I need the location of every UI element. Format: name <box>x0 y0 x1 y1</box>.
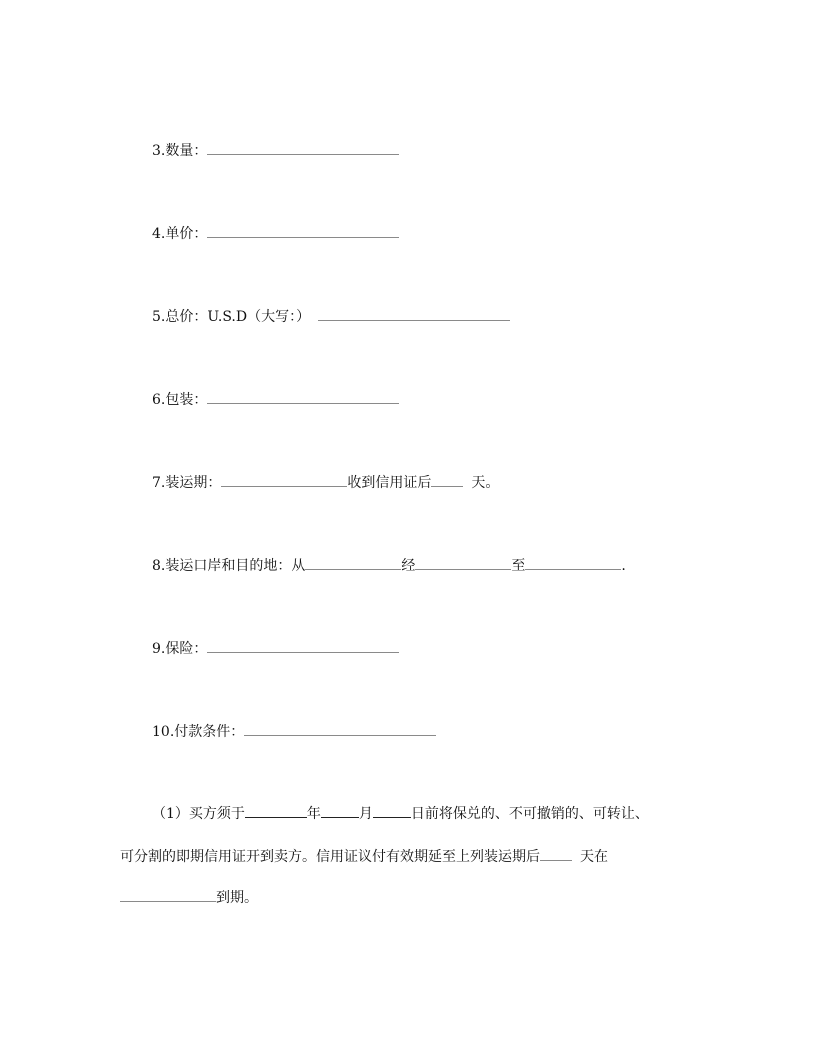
port-to-blank[interactable] <box>525 555 621 570</box>
packing-blank[interactable] <box>207 389 399 404</box>
clause-1-day-rest: 日前将保兑的、不可撤销的、可转让、 <box>410 806 649 822</box>
quantity-blank[interactable] <box>207 140 399 155</box>
clause-1-start: （1）买方须于 <box>152 806 245 822</box>
clause-1-line3-end: 到期。 <box>216 890 258 906</box>
shipment-days-blank[interactable] <box>431 472 463 487</box>
insurance-blank[interactable] <box>207 638 399 653</box>
validity-days-blank[interactable] <box>540 846 572 861</box>
unit-price-label: 4.单价： <box>152 226 208 242</box>
shipment-date-blank[interactable] <box>221 472 347 487</box>
ports-via-text: 经 <box>401 558 416 574</box>
ports-row <box>152 555 626 576</box>
ports-end-text: . <box>621 558 626 574</box>
month-blank[interactable] <box>321 803 359 818</box>
clause-1-line-3 <box>120 887 258 908</box>
total-price-row <box>152 306 510 327</box>
clause-1-line2-text: 可分割的即期信用证开到卖方。信用证议付有效期延至上列装运期后 <box>120 849 540 865</box>
quantity-row <box>152 140 399 161</box>
unit-price-row <box>152 223 399 244</box>
total-price-blank[interactable] <box>318 306 510 321</box>
port-from-blank[interactable] <box>305 555 401 570</box>
ports-label: 8.装运口岸和目的地：从 <box>152 558 306 574</box>
insurance-label: 9.保险： <box>152 641 208 657</box>
port-via-blank[interactable] <box>415 555 511 570</box>
quantity-label: 3.数量： <box>152 143 208 159</box>
shipment-mid-text: 收到信用证后 <box>347 475 432 491</box>
day-blank[interactable] <box>373 803 411 818</box>
payment-row <box>152 721 436 742</box>
packing-label: 6.包装： <box>152 392 208 408</box>
clause-1-line2-end: 天在 <box>580 849 608 865</box>
total-price-label: 5.总价：U.S.D（大写：） <box>152 309 311 325</box>
insurance-row <box>152 638 399 659</box>
clause-1-line-1 <box>152 803 649 824</box>
clause-1-year: 年 <box>306 806 321 822</box>
unit-price-blank[interactable] <box>207 223 399 238</box>
shipment-row <box>152 472 499 493</box>
packing-row <box>152 389 399 410</box>
clause-1-month: 月 <box>358 806 373 822</box>
year-blank[interactable] <box>245 803 307 818</box>
shipment-end-text: 天。 <box>471 475 500 491</box>
clause-1-line-2 <box>120 846 608 867</box>
payment-blank[interactable] <box>244 721 436 736</box>
shipment-label: 7.装运期： <box>152 475 222 491</box>
ports-to-text: 至 <box>511 558 526 574</box>
payment-label: 10.付款条件： <box>152 724 245 740</box>
expiry-place-blank[interactable] <box>120 887 216 902</box>
